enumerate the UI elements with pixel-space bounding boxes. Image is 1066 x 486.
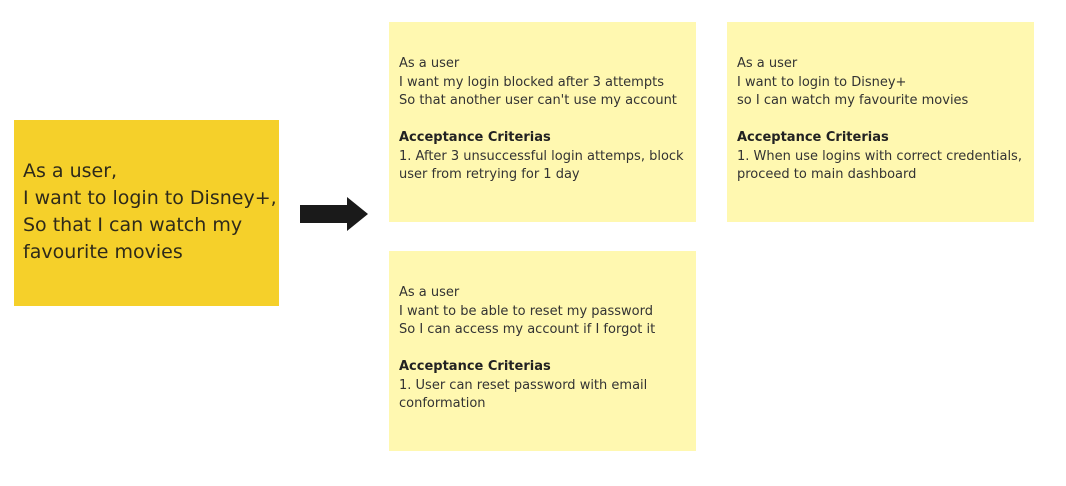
note-1-criteria: 1. After 3 unsuccessful login attemps, block user from retrying for 1 day bbox=[399, 148, 684, 182]
note-3-line-3: So I can access my account if I forgot it bbox=[399, 322, 656, 337]
note-1-line-2: I want my login blocked after 3 attempts bbox=[399, 74, 664, 90]
note-3-line-1: As a user bbox=[399, 285, 460, 300]
note-1-line-3: So that another user can't use my account bbox=[399, 93, 677, 108]
main-story-line-2: I want to login to Disney+, bbox=[23, 187, 277, 209]
right-arrow-icon bbox=[300, 197, 370, 231]
note-1-line-1: As a user bbox=[399, 56, 460, 71]
note-2-acceptance-heading: Acceptance Criterias bbox=[737, 130, 889, 145]
note-2-line-2: I want to login to Disney+ bbox=[737, 74, 907, 90]
note-2-line-1: As a user bbox=[737, 56, 798, 71]
main-user-story-sticky[interactable] bbox=[14, 120, 279, 306]
note-2-line-3: so I can watch my favourite movies bbox=[737, 93, 969, 108]
story-sticky-reset-password[interactable] bbox=[389, 251, 696, 451]
note-3-acceptance-heading: Acceptance Criterias bbox=[399, 359, 551, 374]
note-3-criteria: 1. User can reset password with email conformation bbox=[399, 377, 648, 411]
story-sticky-login[interactable] bbox=[727, 22, 1034, 222]
main-story-line-1: As a user, bbox=[23, 160, 118, 182]
note-1-acceptance-heading: Acceptance Criterias bbox=[399, 130, 551, 145]
story-sticky-login-blocked[interactable] bbox=[389, 22, 696, 222]
note-2-criteria: 1. When use logins with correct credentials, proceed to main dashboard bbox=[737, 148, 1022, 182]
main-story-line-3: So that I can watch my bbox=[23, 214, 243, 236]
arrow-shape bbox=[300, 197, 368, 231]
main-story-line-4: favourite movies bbox=[23, 241, 183, 263]
note-3-line-2: I want to be able to reset my password bbox=[399, 303, 654, 319]
